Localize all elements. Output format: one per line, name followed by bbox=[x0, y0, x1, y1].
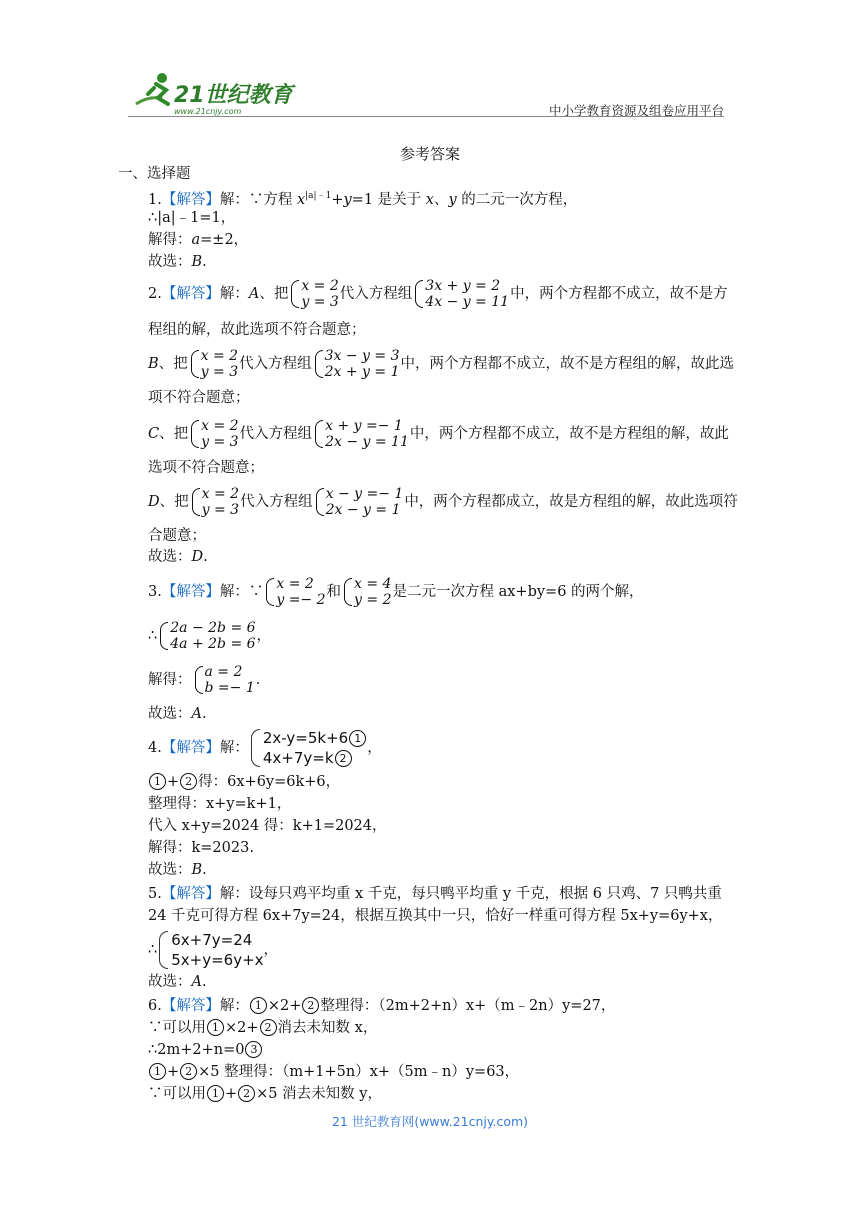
section-heading: 一、选择题 bbox=[118, 166, 191, 182]
q3-line3: 解得： a = 2 b =− 1 . bbox=[148, 664, 261, 696]
q2-answer: 故选：D. bbox=[148, 549, 208, 565]
q3-answer: 故选：A. bbox=[148, 706, 207, 722]
solution-system: x = 2 y = 3 bbox=[289, 278, 338, 310]
footer-link[interactable]: 21 世纪教育网(www.21cnjy.com) bbox=[331, 1114, 529, 1129]
q4-line4: 代入 x+y=2024 得：k+1=2024， bbox=[148, 818, 387, 834]
q2-line2: 程组的解，故此选项不符合题意； bbox=[148, 322, 366, 338]
q6-line1: 6.【解答】解： 1 ×2+ 2 整理得：（2m+2+n）x+（m﹣2n）y=27， bbox=[148, 998, 616, 1014]
q6-line3: ∴2m+2+n=0 3 bbox=[148, 1040, 263, 1060]
q4-line5: 解得：k=2023. bbox=[148, 840, 254, 856]
q6-line2: ∵可以用 1 ×2+ 2 消去未知数 x， bbox=[148, 1020, 378, 1036]
q4-answer: 故选：B. bbox=[148, 862, 207, 878]
q6-line4: 1 + 2 ×5 整理得：（m+1+5n）x+（5m﹣n）y=63， bbox=[148, 1062, 519, 1082]
header-rule bbox=[128, 116, 724, 117]
q5-line3: ∴ 6x+7y=24 5x+y=6y+x ， bbox=[148, 931, 279, 969]
svg-text:21世纪教育: 21世纪教育 bbox=[174, 83, 293, 108]
platform-name: 中小学教育资源及组卷应用平台 bbox=[548, 103, 724, 118]
q6-line5: ∵可以用 1 + 2 ×5 消去未知数 y， bbox=[148, 1086, 382, 1102]
q2-option-d-line2: 合题意； bbox=[148, 528, 206, 544]
q4-line3: 整理得：x+y=k+1， bbox=[148, 796, 292, 812]
q3-line1: 3.【解答】解：∵ x = 2 y =− 2 和 x = 4 y = 2 是二元一次方程 ax+by=6 的两个解， bbox=[148, 576, 644, 608]
q2-option-c: C、把 x = 2 y = 3 代入方程组 x + y =− 1 2x − y = 11 中，两个方程都不成立，故不是方程组的解，故此 bbox=[148, 418, 729, 450]
q4-line2: 1 + 2 得：6x+6y=6k+6， bbox=[148, 772, 340, 792]
q2-option-d: D、把 x = 2 y = 3 代入方程组 x − y =− 1 2x − y = 1 中，两个方程都成立，故是方程组的解，故此选项符 bbox=[148, 486, 738, 518]
q5-answer: 故选：A. bbox=[148, 974, 207, 990]
equation-system-image: 6x+7y=24 5x+y=6y+x bbox=[157, 930, 263, 970]
equation-system-image: 2x-y=5k+6 1 4x+7y=k 2 bbox=[249, 728, 367, 768]
q2-option-b-line2: 项不符合题意； bbox=[148, 390, 250, 406]
q2-option-b: B、把 x = 2 y = 3 代入方程组 3x − y = 3 2x + y = 1 中，两个方程都不成立，故不是方程组的解，故此选 bbox=[148, 348, 734, 380]
q2-option-c-line2: 选项不符合题意； bbox=[148, 460, 264, 476]
svg-text:www.21cnjy.com: www.21cnjy.com bbox=[174, 107, 242, 116]
brand-logo bbox=[128, 68, 298, 118]
q1-answer: 故选：B. bbox=[148, 254, 207, 270]
equation-system-d: x − y =− 1 2x − y = 1 bbox=[314, 486, 404, 518]
equation-system-b: 3x − y = 3 2x + y = 1 bbox=[313, 348, 400, 380]
q2-line1: 2.【解答】解：A、把 x = 2 y = 3 代入方程组 3x + y = 2 4x − y = 11 中，两个方程都不成立，故不是方 bbox=[148, 278, 728, 310]
q1-line3: 解得：a=±2， bbox=[148, 232, 249, 248]
q3-line2: ∴ 2a − 2b = 6 4a + 2b = 6 ， bbox=[148, 620, 272, 652]
q1-line2: ∴|a|﹣1=1， bbox=[148, 210, 236, 226]
q5-line2: 24 千克可得方程 6x+7y=24，根据互换其中一只，恰好一样重可得方程 5x+y=6y+x， bbox=[148, 908, 723, 924]
q5-line1: 5.【解答】解：设每只鸡平均重 x 千克，每只鸭平均重 y 千克，根据 6 只鸡、7 只鸭共重 bbox=[148, 886, 722, 902]
equation-system-a: 3x + y = 2 4x − y = 11 bbox=[413, 278, 509, 310]
runner-logo-icon bbox=[128, 68, 298, 118]
q1-line1: 1.【解答】解：∵方程 $x^{|a|﹣1}+y=1$ 是关于 x、y 的二元一次方程， bbox=[148, 191, 578, 208]
page-title: 参考答案 bbox=[399, 145, 460, 163]
equation-system-c: x + y =− 1 2x − y = 11 bbox=[313, 418, 409, 450]
q4-line1: 4.【解答】解： 2x-y=5k+6 1 4x+7y=k 2 ， bbox=[148, 729, 382, 767]
